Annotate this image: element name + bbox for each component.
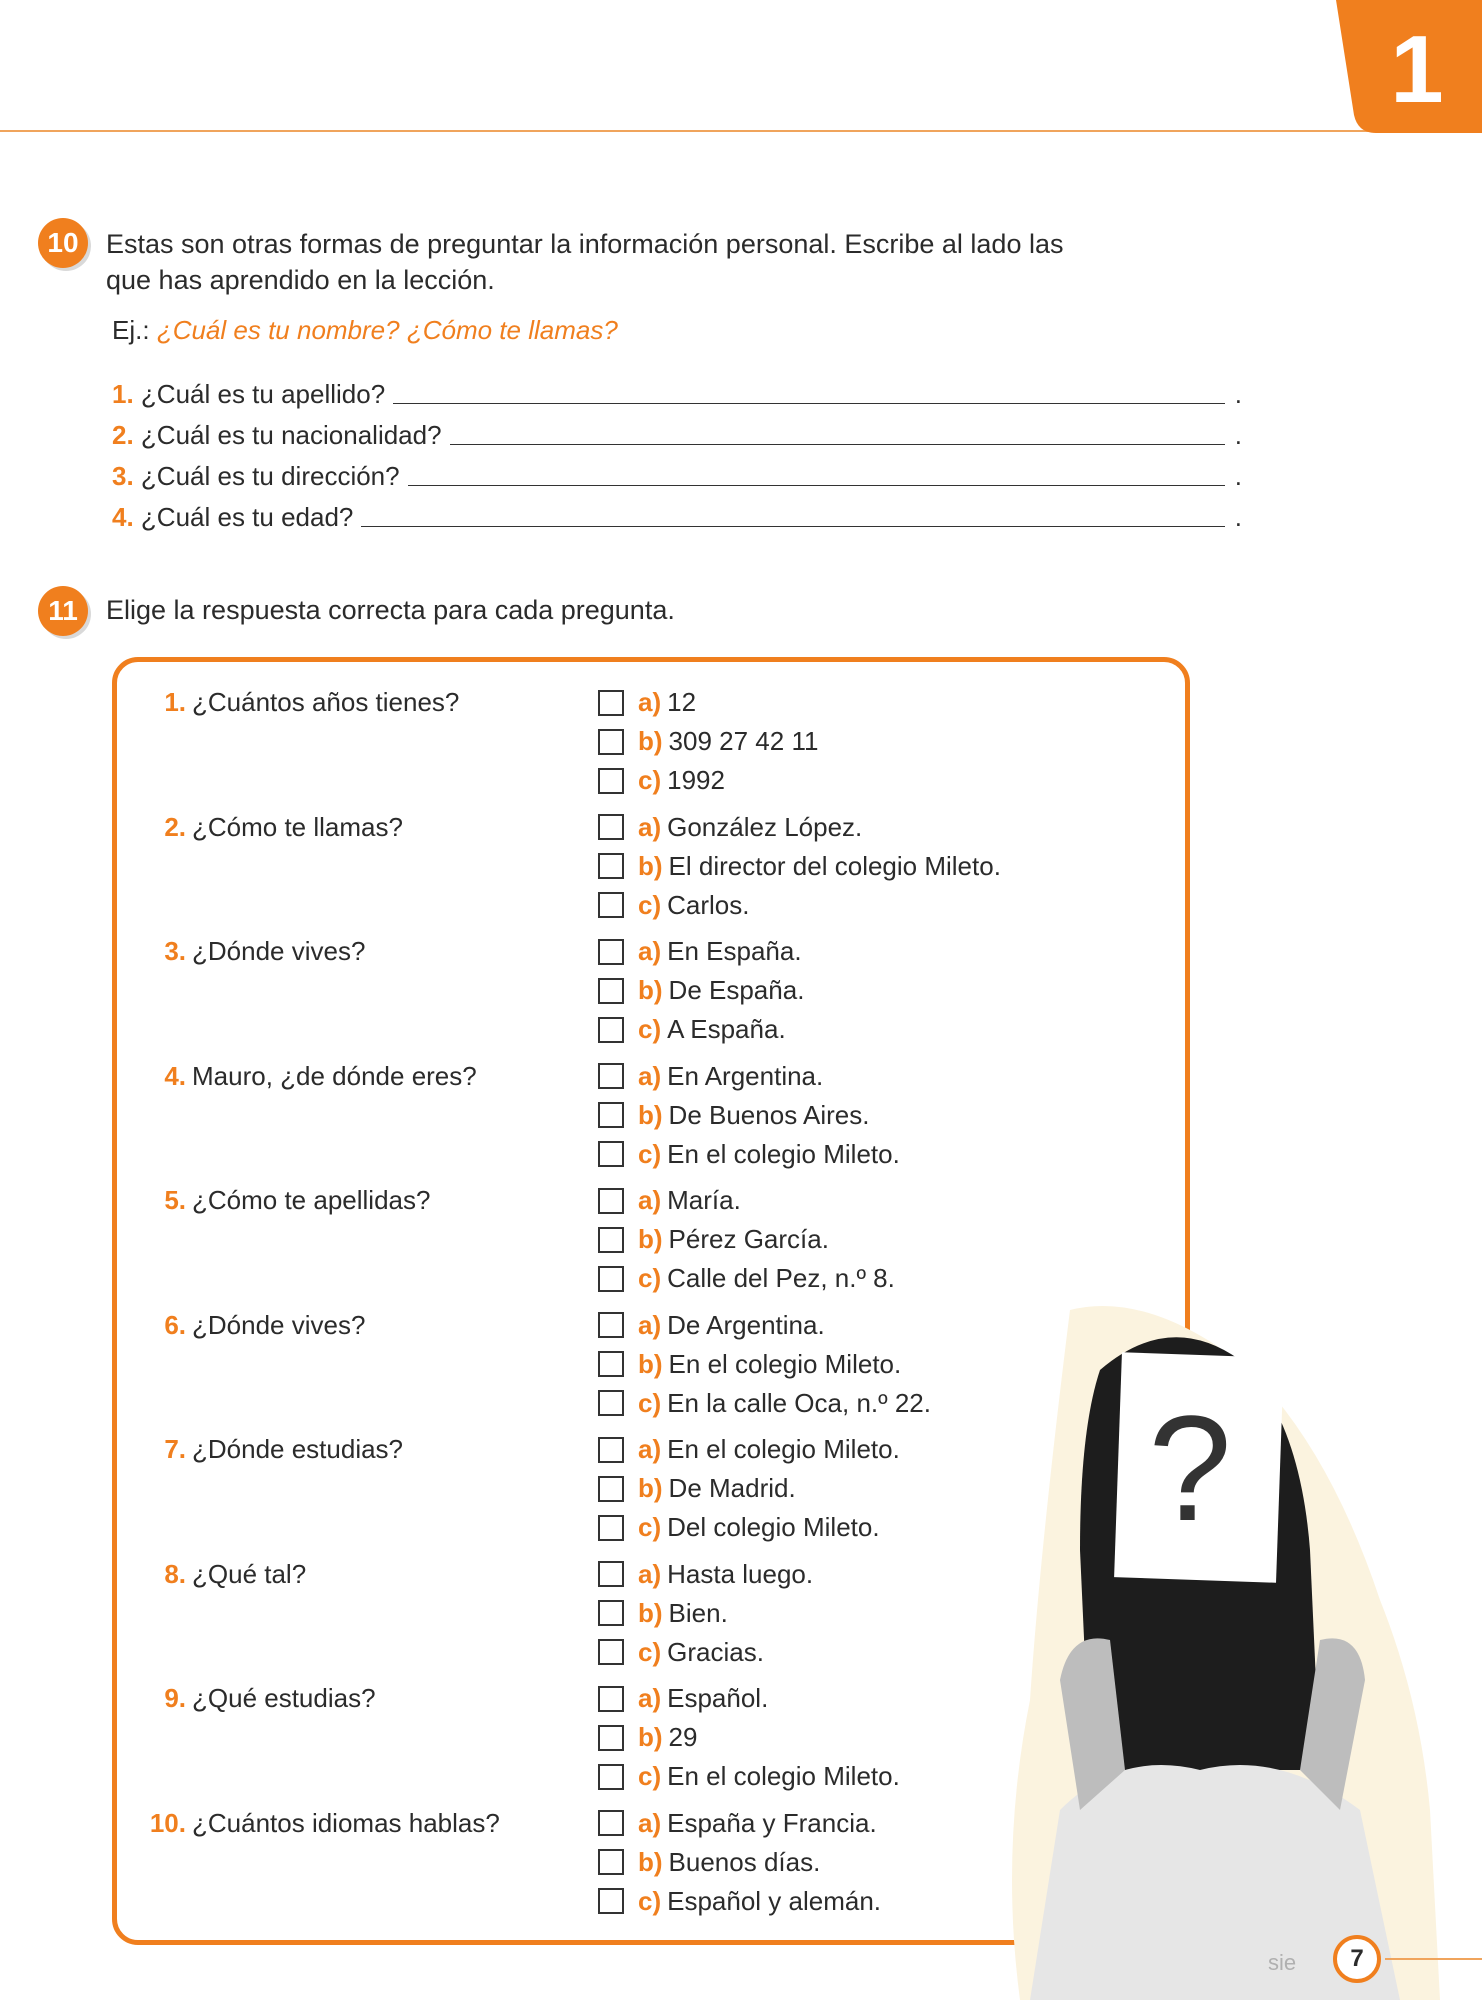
answer-checkbox[interactable] [598,814,624,840]
question-8-option-b[interactable] [598,1598,728,1629]
answer-checkbox[interactable] [598,1561,624,1587]
question-number: 2. [164,811,186,842]
answer-checkbox[interactable] [598,1725,624,1751]
question-1 [140,687,459,718]
exercise-10-item-4 [112,497,1242,533]
answer-checkbox[interactable] [598,1888,624,1914]
question-8 [140,1559,306,1590]
answer-checkbox[interactable] [598,690,624,716]
answer-checkbox[interactable] [598,1188,624,1214]
option-text: A España. [667,1014,786,1044]
question-text: ¿Cuántos idiomas hablas? [192,1807,500,1838]
question-7 [140,1434,403,1465]
question-2-option-c[interactable] [598,890,749,921]
question-7-option-c[interactable] [598,1512,880,1543]
answer-checkbox[interactable] [598,1017,624,1043]
exercise-11-instruction: Elige la respuesta correcta para cada pregunta. [106,595,675,625]
question-number: 3. [164,936,186,966]
instruction-line-2: que has aprendido en la lección. [106,265,495,295]
question-text: ¿Dónde vives? [192,936,366,966]
option-letter: c) [638,1761,662,1791]
option-letter: c) [638,1263,662,1293]
answer-line[interactable] [393,402,1225,404]
option-letter: b) [638,850,663,881]
page-number: 7 [1333,1935,1381,1983]
answer-checkbox[interactable] [598,1639,624,1665]
answer-checkbox[interactable] [598,1390,624,1416]
option-letter: b) [638,1348,663,1379]
exercise-11-badge: 11 [38,586,88,636]
option-letter: c) [638,1885,662,1916]
option-letter: c) [638,1138,662,1169]
question-9-option-c[interactable] [598,1761,900,1792]
option-text: España y Francia. [667,1807,877,1838]
exercise-10-badge: 10 [38,218,88,268]
item-number: 2. [112,420,134,450]
question-10-option-c[interactable] [598,1886,881,1917]
question-number: 8. [164,1558,186,1589]
answer-checkbox[interactable] [598,1764,624,1790]
question-9-option-b[interactable] [598,1722,697,1753]
question-9-option-a[interactable] [598,1683,768,1714]
item-number: 3. [112,461,134,491]
option-text: De Buenos Aires. [668,1099,870,1130]
option-letter: c) [638,1636,662,1667]
answer-checkbox[interactable] [598,1515,624,1541]
option-letter: a) [638,1683,662,1713]
option-text: En el colegio Mileto. [668,1348,902,1379]
question-8-option-a[interactable] [598,1559,813,1590]
question-number: 9. [164,1683,186,1713]
item-text: ¿Cuál es tu nacionalidad? [140,420,442,450]
question-5 [140,1185,430,1216]
option-letter: a) [638,936,662,966]
question-text: ¿Qué estudias? [192,1683,376,1713]
question-2 [140,812,403,843]
option-letter: a) [638,1185,662,1215]
footer-rule [1385,1958,1482,1960]
question-6-option-a[interactable] [598,1310,825,1341]
option-text: 12 [667,687,697,717]
question-number: 10. [149,1807,186,1838]
answer-checkbox[interactable] [598,1810,624,1836]
option-text: Pérez García. [668,1224,829,1254]
question-1-option-a[interactable] [598,687,696,718]
option-text: Carlos. [667,889,750,920]
option-text: Gracias. [667,1636,764,1667]
option-text: En la calle Oca, n.º 22. [667,1387,931,1418]
answer-checkbox[interactable] [598,1141,624,1167]
answer-line[interactable] [361,525,1224,527]
answer-checkbox[interactable] [598,1063,624,1089]
question-6 [140,1310,365,1341]
question-6-option-c[interactable] [598,1388,931,1419]
answer-line[interactable] [408,484,1225,486]
question-text: ¿Cómo te apellidas? [192,1185,431,1215]
option-letter: b) [638,975,663,1005]
answer-checkbox[interactable] [598,729,624,755]
question-7-option-a[interactable] [598,1434,900,1465]
question-text: ¿Dónde vives? [192,1309,366,1340]
question-number: 4. [164,1060,186,1091]
answer-checkbox[interactable] [598,1600,624,1626]
item-end: . [1234,420,1242,450]
answer-checkbox[interactable] [598,853,624,879]
question-1-option-c[interactable] [598,765,725,796]
option-letter: b) [638,1099,663,1130]
instruction-line-1: Estas son otras formas de preguntar la información personal. Escribe al lado las [106,229,1064,259]
option-letter: c) [638,889,662,920]
exercise-10-item-3 [112,456,1242,492]
question-number: 7. [164,1434,186,1464]
question-9 [140,1683,376,1714]
exercise-10-item-2 [112,415,1242,451]
header-rule [0,130,1385,132]
answer-checkbox[interactable] [598,1312,624,1338]
question-2-option-a[interactable] [598,812,862,843]
question-3-option-c[interactable] [598,1014,786,1045]
question-number: 6. [164,1309,186,1340]
option-letter: c) [638,1512,662,1542]
question-10-option-a[interactable] [598,1808,877,1839]
option-text: En el colegio Mileto. [667,1761,900,1791]
item-text: ¿Cuál es tu edad? [140,502,354,532]
option-letter: a) [638,1060,662,1091]
question-8-option-c[interactable] [598,1637,764,1668]
answer-checkbox[interactable] [598,978,624,1004]
answer-checkbox[interactable] [598,1102,624,1128]
option-text: El director del colegio Mileto. [668,850,1001,881]
option-letter: a) [638,811,662,842]
question-6-option-b[interactable] [598,1349,901,1380]
option-letter: a) [638,1309,662,1340]
option-letter: a) [638,1807,662,1838]
question-4 [140,1061,477,1092]
item-text: ¿Cuál es tu apellido? [140,379,386,409]
option-text: Bien. [668,1597,728,1628]
item-end: . [1234,379,1242,409]
option-letter: b) [638,1846,663,1877]
option-letter: b) [638,1473,663,1503]
answer-checkbox[interactable] [598,1686,624,1712]
question-3-option-b[interactable] [598,975,804,1006]
option-text: Buenos días. [668,1846,821,1877]
answer-checkbox[interactable] [598,892,624,918]
option-letter: a) [638,1434,662,1464]
option-text: Calle del Pez, n.º 8. [667,1263,895,1293]
question-text: ¿Dónde estudias? [192,1434,404,1464]
option-text: Español. [667,1683,769,1713]
answer-checkbox[interactable] [598,1849,624,1875]
option-text: De Madrid. [668,1473,796,1503]
answer-checkbox[interactable] [598,768,624,794]
option-text: En España. [667,936,802,966]
answer-checkbox[interactable] [598,1437,624,1463]
answer-checkbox[interactable] [598,1476,624,1502]
answer-checkbox[interactable] [598,1227,624,1253]
question-number: 5. [164,1185,186,1215]
question-text: Mauro, ¿de dónde eres? [192,1060,477,1091]
question-3-option-a[interactable] [598,936,802,967]
option-text: Hasta luego. [667,1558,814,1589]
answer-checkbox[interactable] [598,939,624,965]
option-text: De España. [668,975,805,1005]
option-letter: c) [638,1387,662,1418]
example [112,315,618,346]
option-text: Del colegio Mileto. [667,1512,880,1542]
answer-checkbox[interactable] [598,1351,624,1377]
item-number: 1. [112,379,134,409]
question-5-option-c[interactable] [598,1263,895,1294]
question-10-option-b[interactable] [598,1847,820,1878]
option-text: En el colegio Mileto. [667,1138,900,1169]
option-text: María. [667,1185,741,1215]
option-letter: b) [638,1224,663,1254]
exercise-10-item-1 [112,374,1242,410]
unit-number: 1 [1390,16,1444,123]
question-7-option-b[interactable] [598,1473,796,1504]
option-text: 1992 [667,765,725,795]
option-letter: c) [638,1014,662,1044]
question-1-option-b[interactable] [598,726,818,757]
example-label: Ej.: [112,315,150,345]
question-5-option-a[interactable] [598,1185,741,1216]
person-holding-question-sign-photo [1000,1250,1440,2000]
option-text: En el colegio Mileto. [667,1434,900,1464]
answer-checkbox[interactable] [598,1266,624,1292]
question-4-option-c[interactable] [598,1139,900,1170]
question-mark-sign: ? [1148,1384,1232,1552]
item-number: 4. [112,502,134,532]
answer-line[interactable] [450,443,1225,445]
question-text: ¿Cómo te llamas? [192,811,403,842]
question-5-option-b[interactable] [598,1224,829,1255]
item-end: . [1234,461,1242,491]
question-text: ¿Qué tal? [192,1558,307,1589]
option-text: Español y alemán. [667,1885,882,1916]
question-3 [140,936,365,967]
option-letter: a) [638,1558,662,1589]
option-letter: a) [638,687,662,717]
question-text: ¿Cuántos años tienes? [192,687,460,717]
question-number: 1. [164,687,186,717]
option-text: En Argentina. [667,1060,824,1091]
option-text: 29 [668,1722,698,1752]
item-end: . [1234,502,1242,532]
question-4-option-b[interactable] [598,1100,869,1131]
footer-text: sie [1268,1950,1297,1975]
item-text: ¿Cuál es tu dirección? [140,461,400,491]
option-text: De Argentina. [667,1309,825,1340]
example-answer: ¿Cuál es tu nombre? ¿Cómo te llamas? [156,315,618,345]
exercise-10-instruction [106,226,1064,298]
option-letter: c) [638,765,662,795]
option-letter: b) [638,726,663,756]
option-letter: b) [638,1597,663,1628]
option-letter: b) [638,1722,663,1752]
question-4-option-a[interactable] [598,1061,823,1092]
question-2-option-b[interactable] [598,851,1001,882]
question-10 [140,1808,500,1839]
option-text: 309 27 42 11 [668,726,819,756]
option-text: González López. [667,811,863,842]
